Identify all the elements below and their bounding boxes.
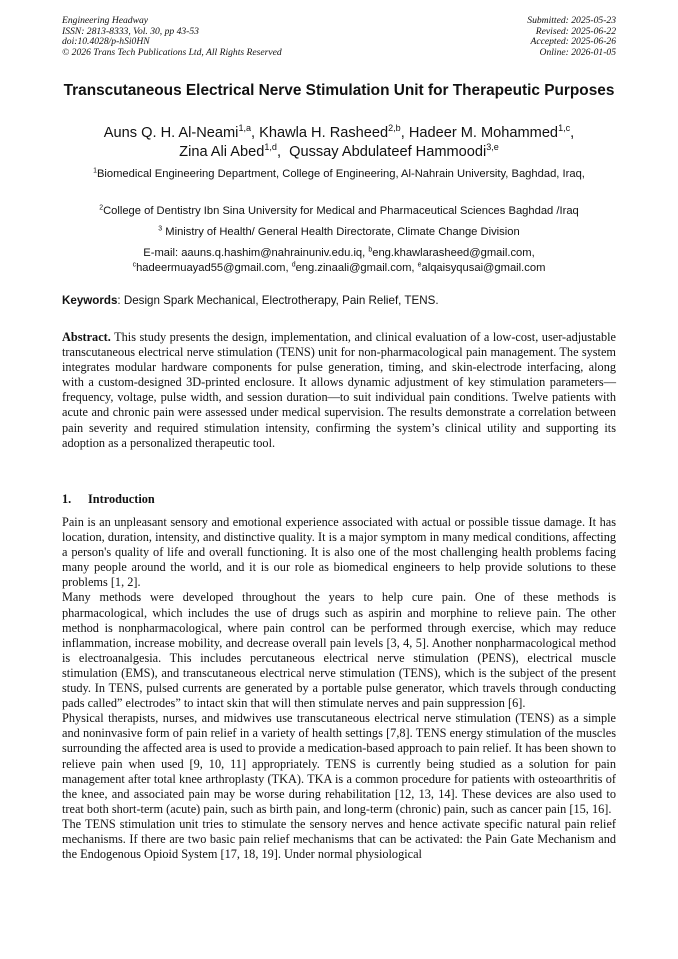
affiliation-text: College of Dentistry Ibn Sina University for Medical and Pharmaceutical Sciences Baghdad /Iraq <box>103 205 579 217</box>
abstract <box>62 330 616 451</box>
author-affiliation-mark: 1,a <box>238 123 252 134</box>
keywords-line <box>62 293 616 309</box>
author-affiliation-mark: 2,b <box>388 123 401 134</box>
keywords-label: Keywords <box>62 294 118 307</box>
paragraph: Pain is an unpleasant sensory and emotional experience associated with actual or possible tissue damage. It has location, duration, intensity, and distinctive quality. It is a major symptom in many medical conditions, affecting a person's quality of life and overall functioning. It is also one of the most challenging health problems facing many people around the world, and it is our role as biomedical engineers to help provide solutions to these problems [1, 2]. <box>62 515 616 590</box>
revised-date: Revised: 2025-06-22 <box>535 25 616 37</box>
affiliation-3 <box>62 225 616 240</box>
section-title: Introduction <box>88 492 155 506</box>
email-mark: e <box>417 261 422 269</box>
email-address[interactable]: alqaisyqusai@gmail.com <box>421 262 546 274</box>
journal-copyright: © 2026 Trans Tech Publications Ltd, All Rights Reserved <box>62 46 282 58</box>
email-address[interactable]: eng.khawlarasheed@gmail.com <box>372 247 532 259</box>
journal-doi: doi:10.4028/p-hSi0HN <box>62 36 150 48</box>
author-name: Khawla H. Rasheed <box>259 125 389 141</box>
author-name: Zina Ali Abed <box>179 144 265 160</box>
paragraph: The TENS stimulation unit tries to stimulate the sensory nerves and hence activate specific natural pain relief mechanisms. If there are two basic pain relief mechanisms that can be activated: the Pain Gate Mechanism and the Endogenous Opioid System [17, 18, 19]. Under normal physiological <box>62 816 616 862</box>
journal-issn: ISSN: 2813-8333, Vol. 30, pp 43-53 <box>62 25 199 37</box>
introduction-body <box>62 515 616 862</box>
email-block <box>62 246 616 276</box>
journal-name: Engineering Headway <box>62 15 149 26</box>
author-affiliation-mark: 1,c <box>558 123 571 134</box>
abstract-text: This study presents the design, implementation, and clinical evaluation of a low-cost, user-adjustable transcutaneous electrical nerve stimulation (TENS) unit for non-pharmacological pain management. The system integrates modular hardware components for pulse generation, timing, and skin-electrode interfacing, along with a custom-designed 3D-printed enclosure. It allows dynamic adjustment of key stimulation parameters—frequency, voltage, pulse width, and session duration—to suit individual pain conditions. Twelve patients with acute and chronic pain were assessed under medical supervision. The results demonstrate a correlation between pain severity and required stimulation intensity, confirming the system’s clinical utility and supporting its adoption as a personalized therapeutic tool. <box>62 330 616 450</box>
section-number: 1. <box>62 492 72 506</box>
email-address[interactable]: aauns.q.hashim@nahrainuniv.edu.iq <box>181 247 363 259</box>
affiliation-mark: 2 <box>99 204 104 212</box>
paper-title: Transcutaneous Electrical Nerve Stimulation Unit for Therapeutic Purposes <box>63 82 615 99</box>
journal-info-block <box>62 16 282 58</box>
section-heading-introduction <box>62 492 155 507</box>
paragraph: Physical therapists, nurses, and midwives use transcutaneous electrical nerve stimulation (TENS) as a simple and noninvasive form of pain relief in a variety of health settings [7,8]. TENS energy stimulation of the muscles surrounding the affected area is used to provide a medication-based approach to pain relief. It has been shown to relieve pain when used [9, 10, 11] appropriately. TENS is currently being studied as a solution for pain management after total knee arthroplasty (TKA). TKA is a common procedure for patients with osteoarthritis of the knee, and associated pain may be worse during rehabilitation [12, 13, 14]. These devices are also used to treat both short-term (acute) pain, such as birth pain, and long-term (chronic) pain, such as cancer pain [15, 16]. <box>62 711 616 816</box>
author-name: Hadeer M. Mohammed <box>408 125 559 141</box>
affiliation-text: Biomedical Engineering Department, College of Engineering, Al-Nahrain University, Baghdad, Iraq, <box>96 168 585 180</box>
publication-dates-block <box>527 16 616 58</box>
author-affiliation-mark: 1,d <box>264 142 277 153</box>
affiliation-2 <box>62 204 616 219</box>
email-mark: d <box>291 261 296 269</box>
author-list: Auns Q. H. Al-Neami$^{1,a}$, Khawla H. Rasheed$^{2,b}$, Hadeer M. Mohammed$^{1,c}$, Zina Ali Abed$^{1,d}$, Qussay Abdulateef Hammoodi$^{3,e}$ <box>103 123 575 160</box>
affiliation-1 <box>62 167 616 182</box>
affiliation-mark: 1 <box>93 167 97 175</box>
author-name: Auns Q. H. Al-Neami <box>103 125 239 141</box>
author-name: Qussay Abdulateef Hammoodi <box>289 144 487 160</box>
affiliation-text: Ministry of Health/ General Health Directorate, Climate Change Division <box>162 226 520 238</box>
email-line-1: E-mail: aauns.q.hashim@nahrainuniv.edu.iq, $^b$eng.khawlarasheed@gmail.com, <box>143 246 535 259</box>
abstract-label: Abstract. <box>62 330 111 344</box>
keywords-text: : Design Spark Mechanical, Electrotherapy, Pain Relief, TENS. <box>117 294 439 307</box>
email-mark: b <box>368 246 373 254</box>
author-affiliation-mark: 3,e <box>486 142 499 153</box>
email-prefix: E-mail: <box>143 247 182 259</box>
submitted-date: Submitted: 2025-05-23 <box>527 15 616 26</box>
email-mark: c <box>132 261 137 269</box>
email-line-2: $^c$hadeermuayad55@gmail.com, $^d$eng.zinaali@gmail.com, $^e$alqaisyqusai@gmail.com <box>132 261 546 274</box>
email-address[interactable]: eng.zinaali@gmail.com <box>295 262 412 274</box>
email-address[interactable]: hadeermuayad55@gmail.com <box>136 262 286 274</box>
affiliation-mark: 3 <box>158 225 163 233</box>
paragraph: Many methods were developed throughout the years to help cure pain. One of these methods is pharmacological, which includes the use of drugs such as aspirin and morphine to relieve pain. The other method is nonpharmacological, where pain control can be performed through exercise, which may reduce inflammation, increase mobility, and decrease overall pain levels [3, 4, 5]. Another nonpharmacological method is electroanalgesia. This includes percutaneous electrical nerve stimulation (PENS), electrical muscle stimulation (EMS), and transcutaneous electrical nerve stimulation (TENS), which is the subject of the present study. In TENS, pulsed currents are generated by a portable pulse generator, which travels through conducting pads called” electrodes” to intact skin that will then stimulate nerves and pain suppression [6]. <box>62 590 616 711</box>
accepted-date: Accepted: 2025-06-26 <box>530 36 616 48</box>
online-date: Online: 2026-01-05 <box>539 46 616 58</box>
